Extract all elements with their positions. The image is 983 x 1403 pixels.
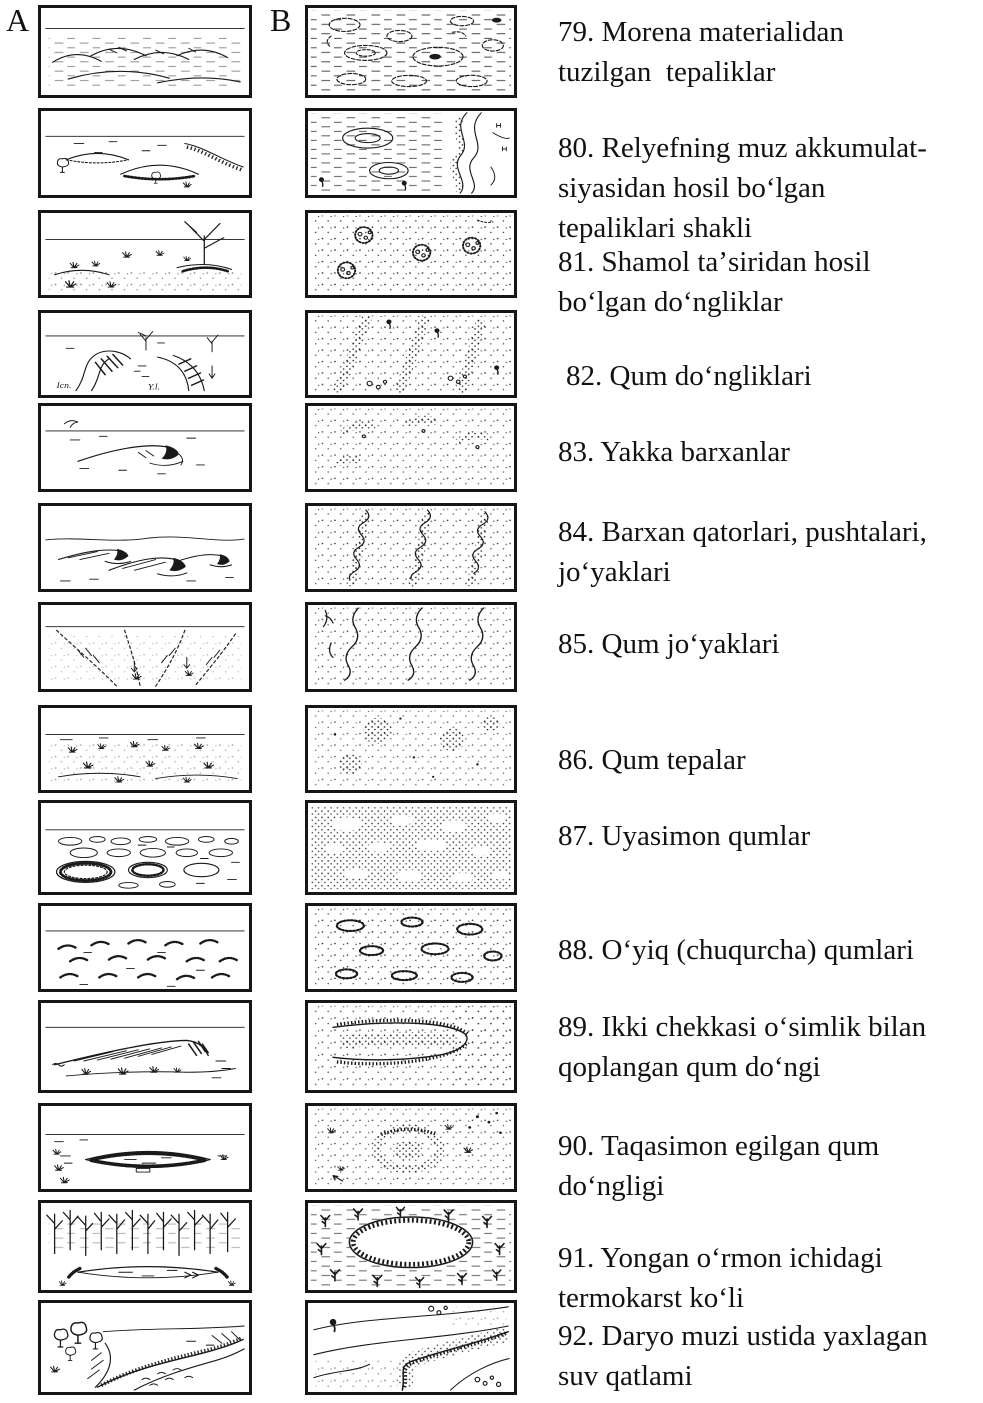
caption-91 bbox=[558, 1238, 983, 1318]
sand-mounds-sketch bbox=[41, 313, 249, 395]
barchan-chains-map bbox=[308, 506, 514, 589]
figure-81-map bbox=[305, 210, 517, 298]
caption-line: 90. Taqasimon egilgan qum bbox=[558, 1130, 880, 1162]
caption-line: 88. Oʻyiq (chuqurcha) qumlari bbox=[558, 934, 914, 966]
figure-92-map bbox=[305, 1300, 517, 1395]
caption-82 bbox=[566, 356, 983, 396]
river-ice-water-layer-sketch bbox=[41, 1303, 249, 1392]
caption-89 bbox=[558, 1007, 983, 1087]
figure-85-map bbox=[305, 602, 517, 692]
sand-furrows-map bbox=[308, 605, 514, 689]
honeycomb-sands-sketch bbox=[41, 803, 249, 892]
caption-line: 86. Qum tepalar bbox=[558, 744, 746, 776]
horseshoe-dune-sketch bbox=[41, 1106, 249, 1189]
figure-92-sketch bbox=[38, 1300, 252, 1395]
caption-line: 85. Qum joʻyaklari bbox=[558, 628, 780, 660]
hollow-sands-map bbox=[308, 906, 514, 989]
barchan-chains-sketch bbox=[41, 506, 249, 589]
caption-line: siyasidan hosil boʻlgan bbox=[558, 172, 826, 204]
caption-86 bbox=[558, 740, 983, 780]
figure-79-map bbox=[305, 5, 517, 98]
single-barchan-sketch bbox=[41, 406, 249, 489]
sketch-scribble-label: Icn. bbox=[56, 381, 72, 391]
caption-line: 79. Morena materialidan bbox=[558, 16, 844, 48]
sand-mounds-map bbox=[308, 313, 514, 395]
figure-86-map bbox=[305, 705, 517, 793]
caption-line: 80. Relyefning muz akkumulat- bbox=[558, 132, 927, 164]
moraine-hills-map bbox=[308, 8, 514, 95]
figure-91-sketch bbox=[38, 1200, 252, 1293]
figure-90-map bbox=[305, 1103, 517, 1192]
hollow-sands-sketch bbox=[41, 906, 249, 989]
caption-84 bbox=[558, 512, 983, 592]
thermokarst-lake-map bbox=[308, 1203, 514, 1290]
caption-85 bbox=[558, 624, 983, 664]
figure-80-map bbox=[305, 108, 517, 198]
figure-88-sketch bbox=[38, 903, 252, 992]
caption-87 bbox=[558, 816, 983, 856]
column-a-header: A bbox=[6, 2, 30, 38]
figure-83-sketch bbox=[38, 403, 252, 492]
honeycomb-sands-map bbox=[308, 803, 514, 892]
caption-79 bbox=[558, 12, 983, 92]
figure-83-map bbox=[305, 403, 517, 492]
wind-formed-mounds-sketch bbox=[41, 213, 249, 295]
vegetated-dune-sketch bbox=[41, 1003, 249, 1090]
figure-86-sketch bbox=[38, 705, 252, 793]
caption-line: tepaliklari shakli bbox=[558, 212, 753, 244]
thermokarst-lake-burned-forest-sketch bbox=[41, 1203, 249, 1290]
figure-82-map bbox=[305, 310, 517, 398]
ice-accumulation-hills-sketch bbox=[41, 111, 249, 195]
column-b-header: B bbox=[270, 2, 292, 38]
figure-88-map bbox=[305, 903, 517, 992]
sand-hillocks-sketch bbox=[41, 708, 249, 790]
caption-line: boʻlgan doʻngliklar bbox=[558, 286, 783, 318]
caption-line: 92. Daryo muzi ustida yaxlagan bbox=[558, 1320, 928, 1352]
caption-line: qoplangan qum doʻngi bbox=[558, 1051, 821, 1083]
caption-88 bbox=[558, 930, 983, 970]
figure-84-sketch bbox=[38, 503, 252, 592]
figure-82-sketch bbox=[38, 310, 252, 398]
moraine-hills-sketch bbox=[41, 8, 249, 95]
caption-83 bbox=[558, 432, 983, 472]
caption-line: tuzilgan tepaliklar bbox=[558, 56, 776, 88]
sand-furrows-sketch bbox=[41, 605, 249, 689]
wind-formed-mounds-map bbox=[308, 213, 514, 295]
figure-85-sketch bbox=[38, 602, 252, 692]
caption-line: 82. Qum doʻngliklari bbox=[566, 360, 812, 392]
figure-81-sketch bbox=[38, 210, 252, 298]
figure-79-sketch bbox=[38, 5, 252, 98]
figure-84-map bbox=[305, 503, 517, 592]
figure-87-sketch bbox=[38, 800, 252, 895]
figure-89-sketch bbox=[38, 1000, 252, 1093]
figure-80-sketch bbox=[38, 108, 252, 198]
caption-line: 84. Barxan qatorlari, pushtalari, bbox=[558, 516, 927, 548]
caption-line: 81. Shamol taʼsiridan hosil bbox=[558, 246, 871, 278]
parabolic-dune-map bbox=[308, 1003, 514, 1090]
figure-87-map bbox=[305, 800, 517, 895]
caption-90 bbox=[558, 1126, 983, 1206]
caption-line: suv qatlami bbox=[558, 1360, 693, 1392]
caption-line: 89. Ikki chekkasi oʻsimlik bilan bbox=[558, 1011, 927, 1043]
caption-line: 91. Yongan oʻrmon ichidagi bbox=[558, 1242, 883, 1274]
caption-92 bbox=[558, 1316, 983, 1396]
caption-80 bbox=[558, 128, 983, 248]
sand-hillocks-map bbox=[308, 708, 514, 790]
caption-line: joʻyaklari bbox=[558, 556, 671, 588]
sketch-scribble-label: Y.l. bbox=[147, 383, 160, 393]
caption-line: termokarst koʻli bbox=[558, 1282, 745, 1314]
caption-line: 87. Uyasimon qumlar bbox=[558, 820, 811, 852]
figure-91-map bbox=[305, 1200, 517, 1293]
figure-89-map bbox=[305, 1000, 517, 1093]
caption-line: doʻngligi bbox=[558, 1170, 665, 1202]
caption-line: 83. Yakka barxanlar bbox=[558, 436, 790, 468]
horseshoe-dune-map bbox=[308, 1106, 514, 1189]
figure-90-sketch bbox=[38, 1103, 252, 1192]
ice-accumulation-hills-map bbox=[308, 111, 514, 195]
river-ice-water-layer-map bbox=[308, 1303, 514, 1392]
single-barchan-map bbox=[308, 406, 514, 489]
caption-81 bbox=[558, 242, 983, 322]
